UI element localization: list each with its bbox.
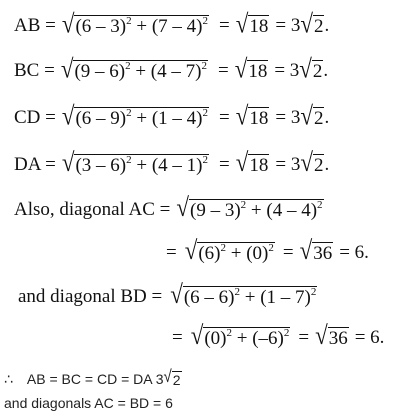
diagonal-ac-line <box>14 193 324 222</box>
radical: √ 18 <box>235 148 269 177</box>
conclusion-text: AB = BC = CD = DA 3 <box>26 371 164 387</box>
result: = 3 <box>275 107 301 128</box>
term: + (7 – 4) <box>131 16 203 37</box>
period: . <box>324 107 330 128</box>
diagonal-bd-label: and diagonal BD = <box>18 286 163 307</box>
equals: = <box>217 60 229 81</box>
diagonal-ac-line-2 <box>166 236 369 265</box>
root-value: 2 <box>313 16 324 37</box>
radical: √ 18 <box>235 101 269 130</box>
row-ab <box>14 9 330 38</box>
exponent: 2 <box>240 199 247 211</box>
row-label: BC = <box>14 60 55 81</box>
term: + (–6) <box>232 328 284 349</box>
term: (0) <box>204 328 227 349</box>
term: + (4 – 7) <box>130 61 202 82</box>
term: + (1 – 7) <box>240 287 311 308</box>
radical: √ 2 <box>299 54 323 83</box>
exponent: 2 <box>226 327 232 339</box>
term: + (4 – 1) <box>131 155 203 176</box>
result: = 3 <box>275 154 301 175</box>
radical: √ 18 <box>235 9 269 38</box>
row-label: CD = <box>14 107 56 128</box>
term: (6 – 3) <box>75 16 127 37</box>
root-value: 2 <box>313 108 324 129</box>
exponent: 2 <box>234 286 240 298</box>
radical: √ 36 <box>299 236 333 265</box>
exponent: 2 <box>202 107 209 119</box>
radical: √ 2 <box>300 148 324 177</box>
radical: √ (6 – 9)$^2$ + (1 – 4)$^2$ <box>61 101 209 130</box>
equals: = <box>219 107 230 128</box>
period: . <box>323 60 329 81</box>
equals: = <box>172 327 183 348</box>
term: (3 – 6) <box>75 155 127 176</box>
term: (9 – 6) <box>74 61 126 82</box>
equals: = <box>282 242 294 263</box>
radical: √ 2 <box>300 101 324 130</box>
exponent: 2 <box>126 154 132 166</box>
exponent: 2 <box>220 242 226 254</box>
root-value: 18 <box>249 108 269 129</box>
radical: √ (3 – 6)$^2$ + (4 – 1)$^2$ <box>61 148 209 177</box>
radical: √ 2 <box>163 367 181 388</box>
result: = 3 <box>275 15 301 36</box>
exponent: 2 <box>126 107 132 119</box>
term: + (0) <box>226 243 269 264</box>
diagonal-bd-line-2 <box>172 321 385 350</box>
therefore-symbol: ∴ <box>4 371 13 387</box>
term: + (1 – 4) <box>131 108 203 129</box>
conclusion-line-1 <box>4 367 182 388</box>
radical: √ 2 <box>300 9 324 38</box>
radical: √ (6 – 3)$^2$ + (7 – 4)$^2$ <box>61 9 209 38</box>
term: (6) <box>198 243 221 264</box>
exponent: 2 <box>126 15 132 27</box>
row-bc <box>14 54 329 83</box>
root-value: 18 <box>249 155 269 176</box>
exponent: 2 <box>317 199 323 211</box>
period: . <box>324 154 330 175</box>
root-value: 2 <box>312 61 323 82</box>
diagonal-ac-label: Also, diagonal AC = <box>14 199 171 220</box>
term: (6 – 9) <box>75 108 127 129</box>
exponent: 2 <box>125 60 131 72</box>
equals: = <box>298 327 310 348</box>
term: + (4 – 4) <box>246 200 318 221</box>
equals: = <box>166 242 177 263</box>
row-cd <box>14 101 330 130</box>
result: = 3 <box>274 60 300 81</box>
result: = 6. <box>354 327 385 348</box>
equals: = <box>219 15 230 36</box>
period: . <box>324 15 330 36</box>
root-value: 36 <box>328 328 348 349</box>
row-da <box>14 148 330 177</box>
row-label: AB = <box>14 15 56 36</box>
radical: √ 18 <box>234 54 268 83</box>
root-value: 18 <box>248 61 268 82</box>
root-value: 2 <box>172 372 181 388</box>
term: (6 – 6) <box>183 287 235 308</box>
result: = 6. <box>339 242 369 263</box>
radical: √ $(6)^2 + (0)^2$ <box>184 236 274 265</box>
root-value: 18 <box>249 16 269 37</box>
root-value: 2 <box>313 155 324 176</box>
term: (9 – 3) <box>190 200 241 221</box>
exponent: 2 <box>268 242 274 254</box>
conclusion-text: and diagonals AC = BD = 6 <box>4 395 173 411</box>
exponent: 2 <box>202 15 209 27</box>
diagonal-bd-line <box>18 280 317 309</box>
conclusion-line-2 <box>4 394 173 412</box>
root-value: 36 <box>313 243 333 264</box>
exponent: 2 <box>202 154 209 166</box>
radical: √ (9 – 6)$^2$ + (4 – 7)$^2$ <box>60 54 207 83</box>
exponent: 2 <box>283 327 290 339</box>
equals: = <box>219 154 230 175</box>
exponent: 2 <box>201 60 207 72</box>
row-label: DA = <box>14 154 56 175</box>
radical: √ (6 – 6)$^2$ + (1 – 7)$^2$ <box>170 280 317 309</box>
radical: √ (9 – 3)$^2$ + (4 – 4)$^2$ <box>176 193 323 222</box>
radical: √ $(0)^2 + (-6)^2$ <box>190 321 290 350</box>
radical: √ 36 <box>315 321 348 350</box>
exponent: 2 <box>310 286 317 298</box>
